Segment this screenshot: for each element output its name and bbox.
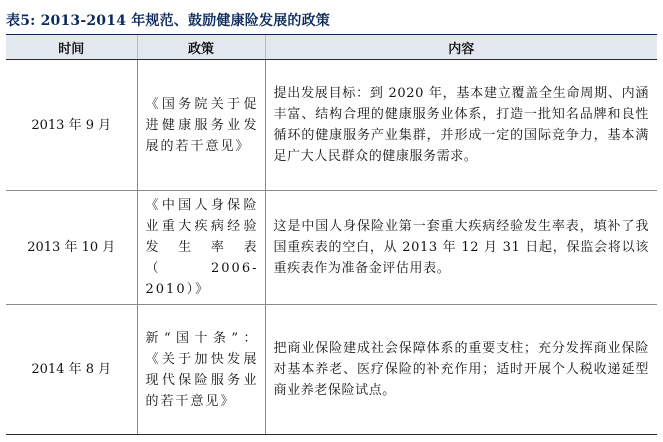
cell-policy: 《国务院关于促进健康服务业发展的若干意见》: [137, 60, 265, 191]
cell-policy: 《中国人身保险业重大疾病经验发生率表（2006-2010）》: [137, 191, 265, 305]
cell-time: 2014 年 8 月: [6, 305, 137, 435]
table-row: [6, 191, 657, 305]
cell-content: 把商业保险建成社会保障体系的重要支柱；充分发挥商业保险对基本养老、医疗保险的补充作用；适时开展个人税收递延型商业养老保险试点。: [265, 305, 657, 435]
cell-content: 这是中国人身保险业第一套重大疾病经验发生率表，填补了我国重疾表的空白，从 2013 年 12 月 31 日起，保监会将以该重疾表作为准备金评估用表。: [265, 191, 657, 305]
table-row: [6, 60, 657, 191]
cell-policy: 新“国十条”：《关于加快发展现代保险服务业的若干意见》: [137, 305, 265, 435]
table-header-row: [6, 35, 657, 60]
policy-table: [6, 35, 657, 435]
table-caption: [6, 10, 330, 30]
table-caption-title: 2013-2014 年规范、鼓励健康险发展的政策: [40, 13, 331, 29]
table-row: [6, 305, 657, 435]
cell-time: 2013 年 10 月: [6, 191, 137, 305]
header-policy: 政策: [137, 35, 265, 60]
table-caption-label: 表5:: [6, 13, 36, 29]
header-time: 时间: [6, 35, 137, 60]
cell-content: 提出发展目标：到 2020 年，基本建立覆盖全生命周期、内涵丰富、结构合理的健康服务业体系，打造一批知名品牌和良性循环的健康服务产业集群，并形成一定的国际竞争力，基本满足广大人民群众的健康服务需求。: [265, 60, 657, 191]
cell-time: 2013 年 9 月: [6, 60, 137, 191]
header-content: 内容: [265, 35, 657, 60]
